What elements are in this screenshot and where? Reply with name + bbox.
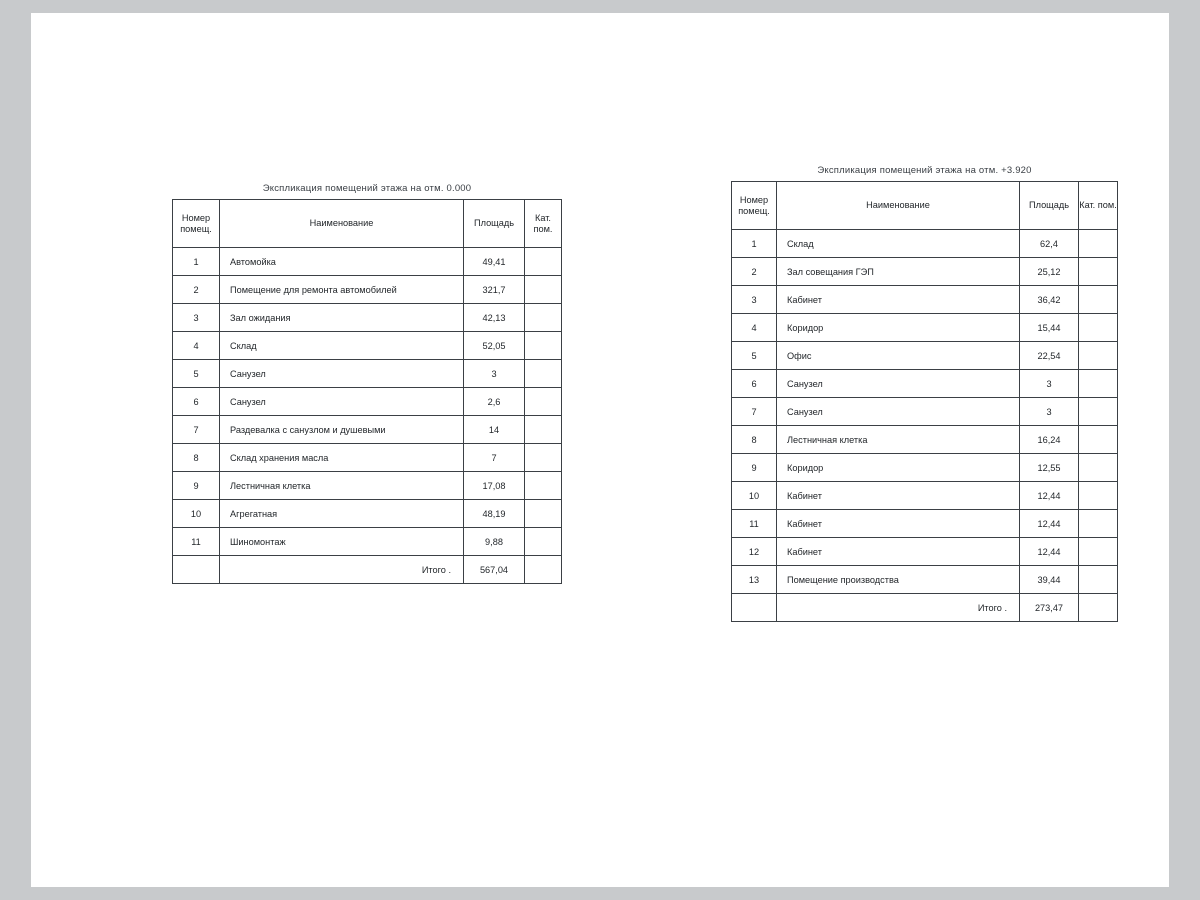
- cell-name: Коридор: [777, 314, 1020, 342]
- cell-name: Зал ожидания: [220, 304, 464, 332]
- cell-name: Кабинет: [777, 286, 1020, 314]
- table-row: [732, 286, 1118, 314]
- table-body: [732, 230, 1118, 622]
- cell-category: [525, 360, 562, 388]
- cell-area: 49,41: [464, 248, 525, 276]
- header-cell-name: Наименование: [220, 200, 464, 248]
- cell-area: 16,24: [1020, 426, 1079, 454]
- cell-number: 3: [173, 304, 220, 332]
- table-row: [732, 230, 1118, 258]
- cell-number: 8: [173, 444, 220, 472]
- table-row: [732, 454, 1118, 482]
- cell-name: Санузел: [220, 388, 464, 416]
- explication-table: [172, 199, 562, 584]
- table-row: [732, 566, 1118, 594]
- cell-name: Лестничная клетка: [220, 472, 464, 500]
- cell-area: 62,4: [1020, 230, 1079, 258]
- cell-number: 4: [173, 332, 220, 360]
- cell-category: [1079, 258, 1118, 286]
- cell-area: 52,05: [464, 332, 525, 360]
- cell-area: 12,55: [1020, 454, 1079, 482]
- cell-number: 5: [173, 360, 220, 388]
- cell-number: 2: [732, 258, 777, 286]
- cell-category: [525, 248, 562, 276]
- cell-category: [1079, 230, 1118, 258]
- header-cell-area: Площадь: [464, 200, 525, 248]
- header-cell-number: Номер помещ.: [173, 200, 220, 248]
- table-header: [732, 182, 1118, 230]
- header-cell-name: Наименование: [777, 182, 1020, 230]
- cell-area: 25,12: [1020, 258, 1079, 286]
- cell-name: Санузел: [777, 370, 1020, 398]
- cell-category: [1079, 426, 1118, 454]
- explication-table: [731, 181, 1118, 622]
- table-row: [732, 426, 1118, 454]
- table-row: [732, 538, 1118, 566]
- table-row: [173, 388, 562, 416]
- cell-category: [1079, 370, 1118, 398]
- header-cell-category: Кат. пом.: [525, 200, 562, 248]
- cell-number: 8: [732, 426, 777, 454]
- table-total-row: [732, 594, 1118, 622]
- table-row: [732, 510, 1118, 538]
- cell-number: 2: [173, 276, 220, 304]
- cell-category: [1079, 566, 1118, 594]
- table-row: [732, 482, 1118, 510]
- table-row: [173, 444, 562, 472]
- cell-number: 1: [173, 248, 220, 276]
- header-cell-number: Номер помещ.: [732, 182, 777, 230]
- table-caption: Экспликация помещений этажа на отм. +3.920: [817, 165, 1032, 176]
- table-row: [732, 342, 1118, 370]
- table-row: [173, 500, 562, 528]
- cell-name: Санузел: [777, 398, 1020, 426]
- cell-area: 48,19: [464, 500, 525, 528]
- cell-number: 10: [173, 500, 220, 528]
- table-row: [732, 370, 1118, 398]
- cell-area: 7: [464, 444, 525, 472]
- total-empty-cell: [732, 594, 777, 622]
- cell-category: [1079, 482, 1118, 510]
- cell-category: [1079, 398, 1118, 426]
- cell-area: 15,44: [1020, 314, 1079, 342]
- total-label: Итого .: [220, 556, 464, 584]
- table-body: [173, 248, 562, 584]
- cell-number: 11: [732, 510, 777, 538]
- table-row: [173, 276, 562, 304]
- table-header-row: [732, 182, 1118, 230]
- cell-area: 9,88: [464, 528, 525, 556]
- cell-number: 6: [173, 388, 220, 416]
- cell-number: 5: [732, 342, 777, 370]
- table-row: [173, 332, 562, 360]
- cell-name: Кабинет: [777, 510, 1020, 538]
- cell-name: Помещение производства: [777, 566, 1020, 594]
- cell-category: [525, 528, 562, 556]
- cell-name: Шиномонтаж: [220, 528, 464, 556]
- cell-number: 9: [732, 454, 777, 482]
- cell-name: Кабинет: [777, 482, 1020, 510]
- cell-number: 10: [732, 482, 777, 510]
- total-empty-cell-category: [1079, 594, 1118, 622]
- cell-category: [1079, 314, 1118, 342]
- cell-number: 4: [732, 314, 777, 342]
- cell-name: Зал совещания ГЭП: [777, 258, 1020, 286]
- cell-name: Агрегатная: [220, 500, 464, 528]
- cell-number: 7: [732, 398, 777, 426]
- total-empty-cell-category: [525, 556, 562, 584]
- cell-category: [1079, 538, 1118, 566]
- cell-category: [525, 304, 562, 332]
- cell-name: Коридор: [777, 454, 1020, 482]
- cell-area: 22,54: [1020, 342, 1079, 370]
- table-row: [732, 398, 1118, 426]
- table-row: [173, 416, 562, 444]
- cell-name: Офис: [777, 342, 1020, 370]
- cell-area: 39,44: [1020, 566, 1079, 594]
- cell-area: 12,44: [1020, 538, 1079, 566]
- cell-name: Раздевалка с санузлом и душевыми: [220, 416, 464, 444]
- cell-category: [1079, 454, 1118, 482]
- drawing-sheet: [31, 13, 1169, 887]
- explication-table-block-floor-0: [172, 183, 562, 584]
- cell-category: [525, 276, 562, 304]
- cell-area: 3: [1020, 370, 1079, 398]
- total-label: Итого .: [777, 594, 1020, 622]
- cell-area: 36,42: [1020, 286, 1079, 314]
- table-header-row: [173, 200, 562, 248]
- cell-area: 42,13: [464, 304, 525, 332]
- table-row: [173, 472, 562, 500]
- cell-area: 12,44: [1020, 510, 1079, 538]
- cell-name: Склад: [777, 230, 1020, 258]
- cell-number: 3: [732, 286, 777, 314]
- cell-category: [525, 332, 562, 360]
- cell-name: Лестничная клетка: [777, 426, 1020, 454]
- table-row: [732, 258, 1118, 286]
- total-empty-cell: [173, 556, 220, 584]
- table-caption: Экспликация помещений этажа на отм. 0.000: [262, 183, 472, 194]
- cell-name: Помещение для ремонта автомобилей: [220, 276, 464, 304]
- total-value: 567,04: [464, 556, 525, 584]
- table-total-row: [173, 556, 562, 584]
- cell-area: 12,44: [1020, 482, 1079, 510]
- cell-area: 17,08: [464, 472, 525, 500]
- explication-table-block-floor-3920: [731, 165, 1118, 622]
- cell-category: [525, 416, 562, 444]
- cell-category: [525, 500, 562, 528]
- table-row: [173, 304, 562, 332]
- cell-number: 9: [173, 472, 220, 500]
- table-header: [173, 200, 562, 248]
- header-cell-category: Кат. пом.: [1079, 182, 1118, 230]
- cell-number: 6: [732, 370, 777, 398]
- cell-number: 1: [732, 230, 777, 258]
- table-row: [732, 314, 1118, 342]
- cell-number: 12: [732, 538, 777, 566]
- total-value: 273,47: [1020, 594, 1079, 622]
- cell-area: 3: [464, 360, 525, 388]
- cell-name: Склад: [220, 332, 464, 360]
- cell-category: [525, 472, 562, 500]
- cell-category: [1079, 510, 1118, 538]
- header-cell-area: Площадь: [1020, 182, 1079, 230]
- cell-area: 2,6: [464, 388, 525, 416]
- table-row: [173, 360, 562, 388]
- cell-number: 13: [732, 566, 777, 594]
- cell-category: [1079, 286, 1118, 314]
- cell-category: [525, 388, 562, 416]
- cell-category: [1079, 342, 1118, 370]
- table-row: [173, 248, 562, 276]
- cell-name: Кабинет: [777, 538, 1020, 566]
- cell-category: [525, 444, 562, 472]
- cell-area: 321,7: [464, 276, 525, 304]
- cell-name: Склад хранения масла: [220, 444, 464, 472]
- cell-area: 14: [464, 416, 525, 444]
- cell-number: 7: [173, 416, 220, 444]
- cell-name: Санузел: [220, 360, 464, 388]
- table-row: [173, 528, 562, 556]
- cell-area: 3: [1020, 398, 1079, 426]
- cell-number: 11: [173, 528, 220, 556]
- cell-name: Автомойка: [220, 248, 464, 276]
